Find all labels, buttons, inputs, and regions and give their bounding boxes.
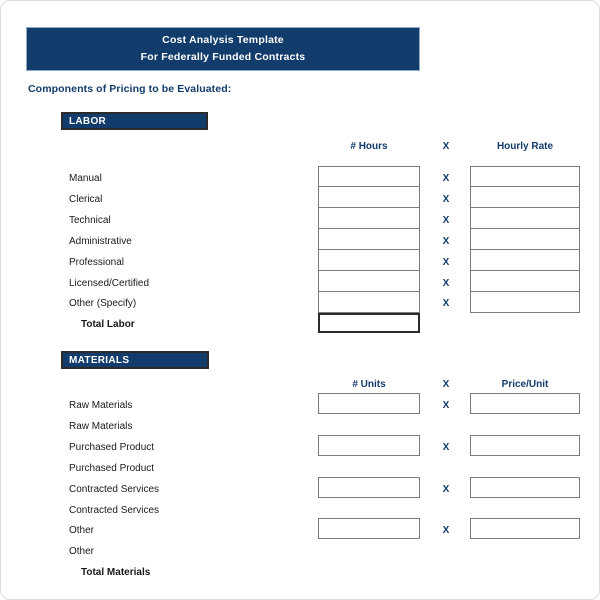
row-label-total-materials: Total Materials — [81, 567, 151, 578]
row-label-labor-other: Other (Specify) — [69, 298, 137, 309]
row-label-materials-other-1: Other — [69, 525, 95, 536]
section-header-materials — [61, 351, 209, 369]
column-header-materials-rate: Price/Unit — [501, 379, 549, 390]
input-labor-rate-clerical[interactable] — [470, 187, 580, 208]
row-label-materials-raw-1: Raw Materials — [69, 400, 133, 411]
input-labor-rate-technical[interactable] — [470, 208, 580, 229]
row-label-materials-contracted-1: Contracted Services — [69, 484, 160, 495]
multiplier-materials-2: X — [442, 442, 450, 453]
input-materials-price-purchased[interactable] — [470, 435, 580, 456]
row-label-total-labor: Total Labor — [81, 319, 135, 330]
multiplier-labor-4: X — [442, 236, 450, 247]
column-header-materials-units: # Units — [352, 379, 386, 390]
input-materials-price-contracted[interactable] — [470, 477, 580, 498]
multiplier-labor-6: X — [442, 278, 450, 289]
input-labor-rate-other[interactable] — [470, 292, 580, 313]
document-title-line-2: For Federally Funded Contracts — [140, 51, 306, 63]
document-title-line-1: Cost Analysis Template — [162, 34, 284, 46]
input-labor-hours-technical[interactable] — [318, 208, 420, 229]
row-label-materials-contracted-2: Contracted Services — [69, 505, 160, 516]
document-subtitle: Components of Pricing to be Evaluated: — [28, 83, 232, 95]
input-materials-price-raw[interactable] — [470, 393, 580, 414]
multiplier-labor-2: X — [442, 194, 450, 205]
document-title-banner — [26, 27, 420, 71]
multiplier-labor-1: X — [442, 173, 450, 184]
multiplier-labor-5: X — [442, 257, 450, 268]
input-materials-units-contracted[interactable] — [318, 477, 420, 498]
column-header-labor-rate: Hourly Rate — [496, 141, 554, 152]
column-header-labor-operator: X — [442, 141, 450, 152]
column-header-materials-operator: X — [442, 379, 450, 390]
section-header-labor-label: LABOR — [69, 115, 107, 127]
input-materials-price-other[interactable] — [470, 518, 580, 539]
multiplier-labor-3: X — [442, 215, 450, 226]
input-labor-rate-manual[interactable] — [470, 166, 580, 187]
row-label-labor-administrative: Administrative — [69, 236, 132, 247]
row-label-labor-clerical: Clerical — [69, 194, 103, 205]
input-labor-rate-licensed-certified[interactable] — [470, 271, 580, 292]
input-labor-hours-professional[interactable] — [318, 250, 420, 271]
row-label-materials-purchased-1: Purchased Product — [69, 442, 155, 453]
multiplier-materials-3: X — [442, 484, 450, 495]
multiplier-materials-1: X — [442, 400, 450, 411]
input-labor-hours-other[interactable] — [318, 292, 420, 313]
input-total-labor[interactable] — [318, 313, 420, 333]
input-labor-rate-administrative[interactable] — [470, 229, 580, 250]
row-label-labor-licensed-certified: Licensed/Certified — [69, 278, 150, 289]
input-materials-units-purchased[interactable] — [318, 435, 420, 456]
section-header-materials-label: MATERIALS — [69, 354, 130, 366]
row-label-labor-manual: Manual — [69, 173, 102, 184]
input-materials-units-raw[interactable] — [318, 393, 420, 414]
row-label-labor-professional: Professional — [69, 257, 125, 268]
input-labor-hours-clerical[interactable] — [318, 187, 420, 208]
input-labor-rate-professional[interactable] — [470, 250, 580, 271]
multiplier-labor-7: X — [442, 298, 450, 309]
input-labor-hours-licensed-certified[interactable] — [318, 271, 420, 292]
row-label-materials-other-2: Other — [69, 546, 95, 557]
row-label-materials-purchased-2: Purchased Product — [69, 463, 155, 474]
row-label-materials-raw-2: Raw Materials — [69, 421, 133, 432]
multiplier-materials-4: X — [442, 525, 450, 536]
input-materials-units-other[interactable] — [318, 518, 420, 539]
section-header-labor — [61, 112, 208, 130]
input-labor-hours-administrative[interactable] — [318, 229, 420, 250]
column-header-labor-hours: # Hours — [350, 141, 388, 152]
row-label-labor-technical: Technical — [69, 215, 111, 226]
input-labor-hours-manual[interactable] — [318, 166, 420, 187]
